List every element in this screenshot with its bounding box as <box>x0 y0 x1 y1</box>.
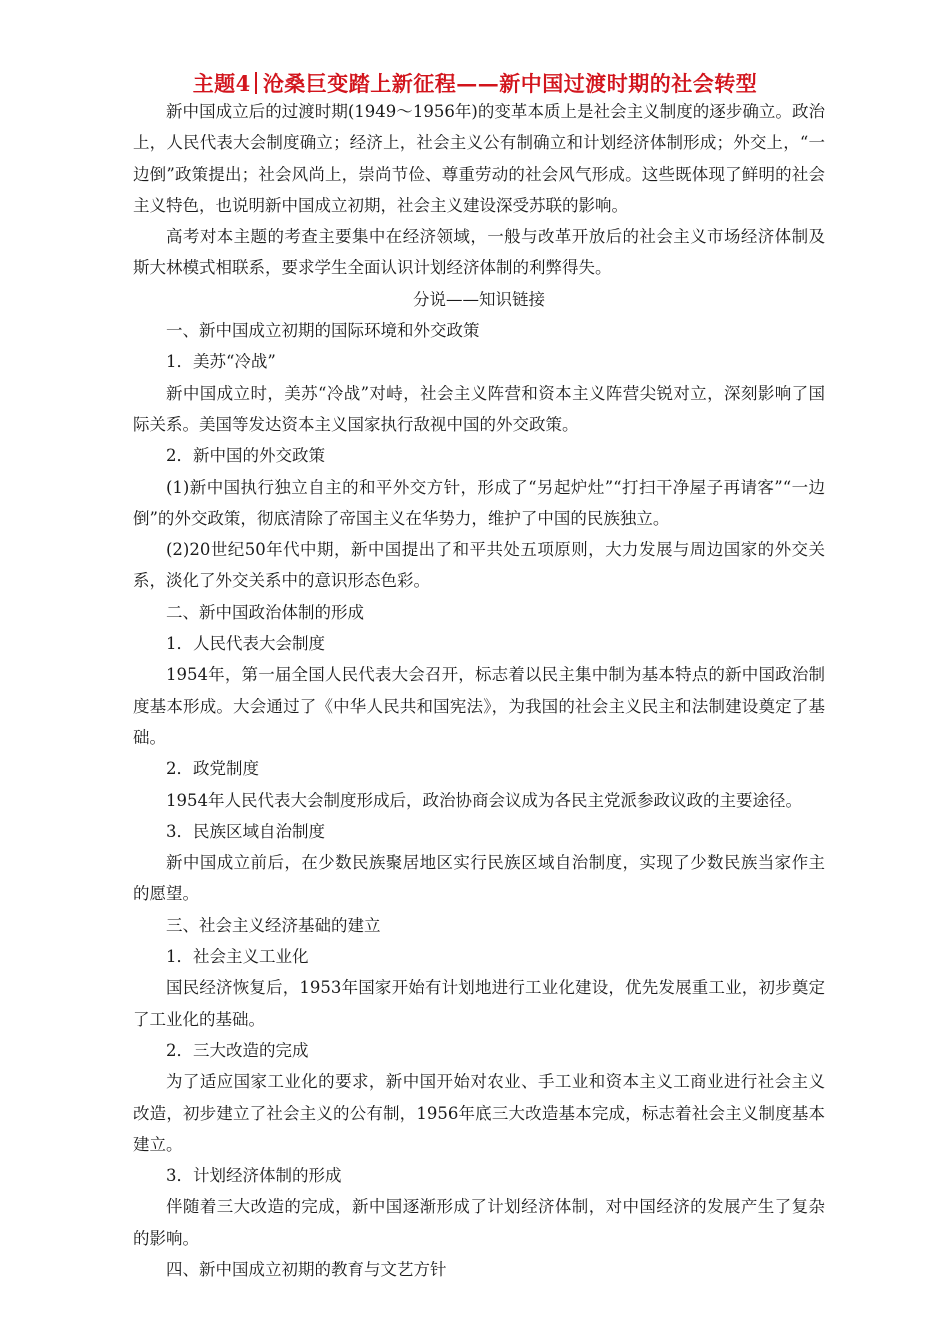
section-3-item-1-text: 国民经济恢复后，1953年国家开始有计划地进行工业化建设，优先发展重工业，初步奠定了工业化的基础。 <box>133 978 825 1029</box>
title-main: 沧桑巨变踏上新征程——新中国过渡时期的社会转型 <box>262 71 758 96</box>
section-subtitle: 分说——知识链接 <box>413 289 545 309</box>
section-1-item-1-heading: 1．美苏“冷战” <box>166 352 276 372</box>
page-title <box>0 70 950 98</box>
section-1-item-2-para-2: (2)20世纪50年代中期，新中国提出了和平共处五项原则，大力发展与周边国家的外交关系，淡化了外交关系中的意识形态色彩。 <box>133 540 825 591</box>
section-1-item-2-heading: 2．新中国的外交政策 <box>166 446 325 466</box>
section-2-item-3-heading: 3．民族区域自治制度 <box>166 821 325 841</box>
intro-paragraph: 新中国成立后的过渡时期(1949～1956年)的变革本质上是社会主义制度的逐步确立。政治上，人民代表大会制度确立；经济上，社会主义公有制确立和计划经济体制形成；外交上，“一边倒”政策提出；社会风尚上，崇尚节俭、尊重劳动的社会风气形成。这些既体现了鲜明的社会主义特色，也说明新中国成立初期，社会主义建设深受苏联的影响。 <box>133 102 825 215</box>
section-2-item-2-heading: 2．政党制度 <box>166 759 259 779</box>
title-prefix: 主题4 <box>192 71 251 96</box>
section-3-item-2-heading: 2．三大改造的完成 <box>166 1040 309 1060</box>
document-body <box>133 96 825 1285</box>
section-2-item-1-text: 1954年，第一届全国人民代表大会召开，标志着以民主集中制为基本特点的新中国政治制度基本形成。大会通过了《中华人民共和国宪法》，为我国的社会主义民主和法制建设奠定了基础。 <box>133 665 825 747</box>
exam-focus-paragraph: 高考对本主题的考查主要集中在经济领域，一般与改革开放后的社会主义市场经济体制及斯大林模式相联系，要求学生全面认识计划经济体制的利弊得失。 <box>133 227 825 278</box>
section-3-item-1-heading: 1．社会主义工业化 <box>166 947 309 967</box>
section-1-item-1-text: 新中国成立时，美苏“冷战”对峙，社会主义阵营和资本主义阵营尖锐对立，深刻影响了国际关系。美国等发达资本主义国家执行敌视中国的外交政策。 <box>133 383 825 434</box>
section-2-item-1-heading: 1．人民代表大会制度 <box>166 634 325 654</box>
section-4-heading: 四、新中国成立初期的教育与文艺方针 <box>166 1259 447 1279</box>
section-2-item-2-text: 1954年人民代表大会制度形成后，政治协商会议成为各民主党派参政议政的主要途径。 <box>166 790 802 810</box>
section-3-heading: 三、社会主义经济基础的建立 <box>166 915 381 935</box>
section-1-item-2-para-1: (1)新中国执行独立自主的和平外交方针，形成了“另起炉灶”“打扫干净屋子再请客”“一边倒”的外交政策，彻底清除了帝国主义在华势力，维护了中国的民族独立。 <box>133 477 825 528</box>
section-2-item-3-text: 新中国成立前后，在少数民族聚居地区实行民族区域自治制度，实现了少数民族当家作主的愿望。 <box>133 853 825 904</box>
section-1-heading: 一、新中国成立初期的国际环境和外交政策 <box>166 321 480 341</box>
section-2-heading: 二、新中国政治体制的形成 <box>166 602 364 622</box>
title-divider <box>255 72 257 94</box>
section-3-item-2-text: 为了适应国家工业化的要求，新中国开始对农业、手工业和资本主义工商业进行社会主义改造，初步建立了社会主义的公有制，1956年底三大改造基本完成，标志着社会主义制度基本建立。 <box>133 1072 825 1154</box>
section-3-item-3-text: 伴随着三大改造的完成，新中国逐渐形成了计划经济体制，对中国经济的发展产生了复杂的影响。 <box>133 1197 825 1248</box>
section-3-item-3-heading: 3．计划经济体制的形成 <box>166 1166 342 1186</box>
